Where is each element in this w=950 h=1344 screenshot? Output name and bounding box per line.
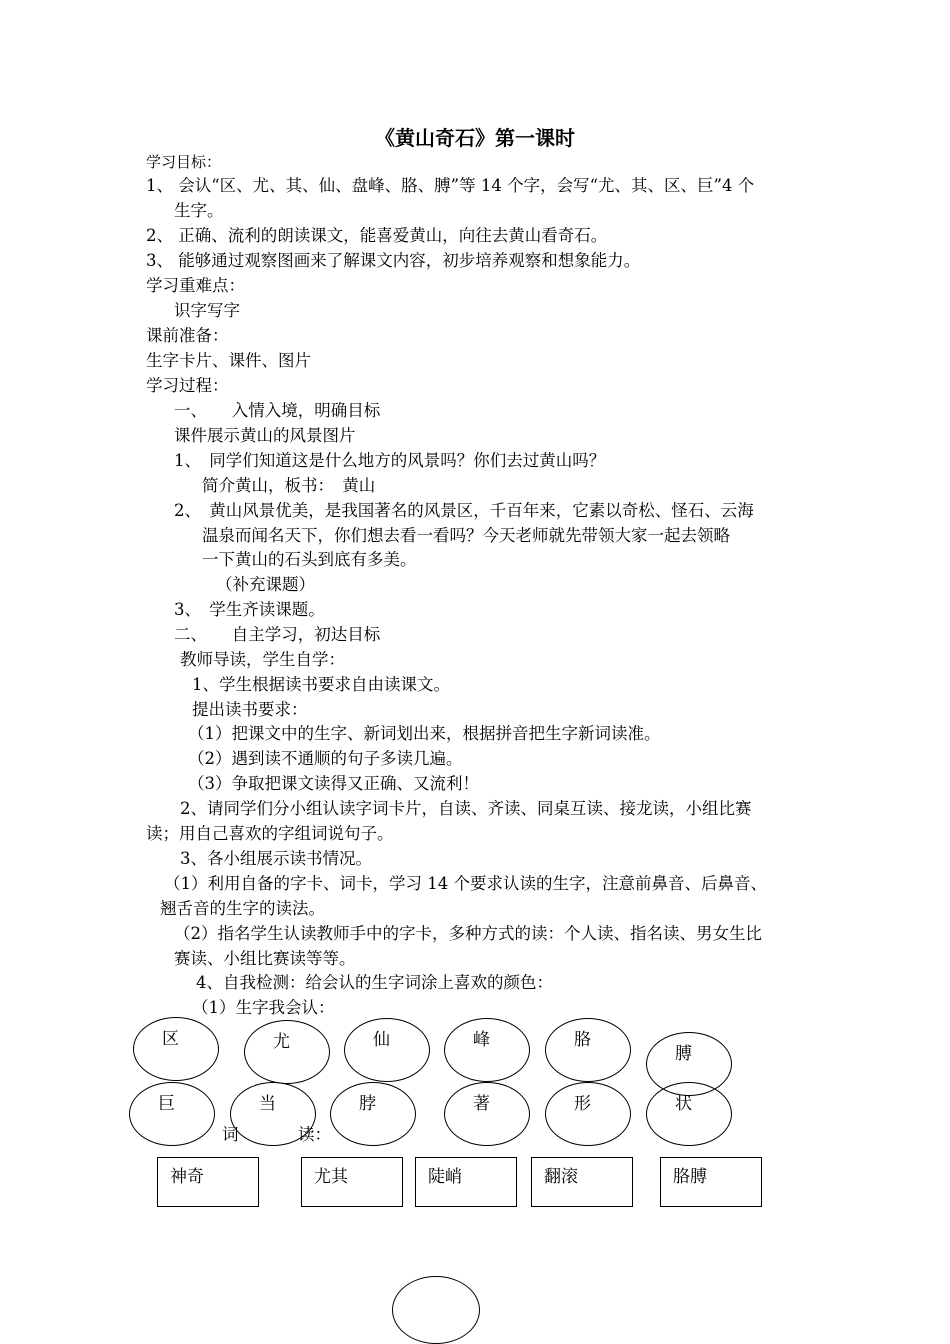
section-1-q2-note: （补充课题） xyxy=(216,575,315,594)
character-label: 膊 xyxy=(675,1044,692,1064)
section-2-step-3-item-2-cont: 赛读、小组比赛读等等。 xyxy=(174,949,356,968)
word-label: 尤其 xyxy=(314,1167,348,1187)
section-2-intro: 教师导读，学生自学： xyxy=(180,650,345,669)
empty-oval[interactable] xyxy=(392,1276,480,1344)
word-label: 神奇 xyxy=(170,1167,204,1187)
character-label: 峰 xyxy=(473,1030,490,1050)
word-box[interactable] xyxy=(301,1157,403,1207)
reading-requirement-1: （1）把课文中的生字、新词划出来，根据拼音把生字新词读准。 xyxy=(188,724,661,743)
word-label: 陡峭 xyxy=(428,1167,462,1187)
character-label: 仙 xyxy=(373,1030,390,1050)
obscured-text-fragment: 读： xyxy=(298,1125,331,1144)
section-1-intro: 课件展示黄山的风景图片 xyxy=(174,426,356,445)
section-2-step-1: 1、学生根据读书要求自由读课文。 xyxy=(192,675,450,694)
character-oval[interactable] xyxy=(444,1082,530,1146)
section-1-q1-note: 简介黄山，板书： 黄山 xyxy=(202,476,376,495)
section-2-heading: 二、 自主学习，初达目标 xyxy=(174,625,381,644)
section-2-step-2: 2、请同学们分小组认读字词卡片，自读、齐读、同桌互读、接龙读，小组比赛 xyxy=(180,799,752,818)
character-label: 区 xyxy=(162,1029,179,1049)
section-1-heading: 一、 入情入境，明确目标 xyxy=(174,401,381,420)
preparation-body: 生字卡片、课件、图片 xyxy=(146,351,311,370)
character-oval[interactable] xyxy=(545,1082,631,1146)
section-2-step-4: 4、自我检测：给会认的生字词涂上喜欢的颜色： xyxy=(196,973,553,992)
character-oval[interactable] xyxy=(444,1018,530,1082)
word-label: 胳膊 xyxy=(673,1167,707,1187)
reading-requirement-2: （2）遇到读不通顺的句子多读几遍。 xyxy=(188,749,463,768)
character-label: 脖 xyxy=(359,1094,376,1114)
section-1-q2-cont: 温泉而闻名天下，你们想去看一看吗？今天老师就先带领大家一起去领略 xyxy=(202,526,730,545)
character-oval[interactable] xyxy=(129,1082,215,1146)
character-oval[interactable] xyxy=(646,1082,732,1146)
section-1-q2-cont2: 一下黄山的石头到底有多美。 xyxy=(202,550,417,569)
goal-3: 3、 能够通过观察图画来了解课文内容，初步培养观察和想象能力。 xyxy=(146,251,641,270)
word-box[interactable] xyxy=(531,1157,633,1207)
section-2-step-2-cont: 读；用自己喜欢的字组词说句子。 xyxy=(146,824,394,843)
section-1-q2: 2、 黄山风景优美，是我国著名的风景区，千百年来，它素以奇松、怪石、云海 xyxy=(174,501,754,520)
character-label: 尤 xyxy=(273,1032,290,1052)
character-label: 状 xyxy=(675,1094,692,1114)
section-2-step-3-item-1: （1）利用自备的字卡、词卡，学习 14 个要求认读的生字，注意前鼻音、后鼻音、 xyxy=(164,874,767,893)
character-label: 胳 xyxy=(574,1030,591,1050)
process-heading: 学习过程： xyxy=(146,376,229,395)
word-box[interactable] xyxy=(415,1157,517,1207)
section-2-step-3: 3、各小组展示读书情况。 xyxy=(180,849,372,868)
character-label: 形 xyxy=(574,1094,591,1114)
section-2-step-3-item-1-cont: 翘舌音的生字的读法。 xyxy=(160,899,325,918)
section-2-step-4-item-1: （1）生字我会认： xyxy=(192,998,335,1017)
preparation-heading: 课前准备： xyxy=(146,326,229,345)
word-box[interactable] xyxy=(660,1157,762,1207)
goal-2: 2、 正确、流利的朗读课文，能喜爱黄山，向往去黄山看奇石。 xyxy=(146,226,608,245)
character-label: 著 xyxy=(473,1094,490,1114)
section-1-q1: 1、 同学们知道这是什么地方的风景吗？你们去过黄山吗？ xyxy=(174,451,606,470)
section-2-step-1-note: 提出读书要求： xyxy=(192,700,308,719)
character-oval[interactable] xyxy=(330,1082,416,1146)
word-box[interactable] xyxy=(157,1157,259,1207)
goals-heading: 学习目标： xyxy=(146,153,222,171)
page-title: 《黄山奇石》第一课时 xyxy=(375,126,575,150)
goal-1-cont: 生字。 xyxy=(174,201,224,220)
obscured-text-fragment: 词 xyxy=(222,1125,239,1144)
reading-requirement-3: （3）争取把课文读得又正确、又流利！ xyxy=(188,774,479,793)
character-oval[interactable] xyxy=(545,1018,631,1082)
character-oval[interactable] xyxy=(344,1018,430,1082)
key-points-body: 识字写字 xyxy=(174,301,240,320)
section-1-q3: 3、 学生齐读课题。 xyxy=(174,600,325,619)
key-points-heading: 学习重难点： xyxy=(146,276,245,295)
character-label: 当 xyxy=(259,1094,276,1114)
word-label: 翻滚 xyxy=(544,1167,578,1187)
character-label: 巨 xyxy=(158,1094,175,1114)
goal-1: 1、 会认“区、尤、其、仙、盘峰、胳、膊”等 14 个字，会写“尤、其、区、巨”4 个 xyxy=(146,176,755,195)
section-2-step-3-item-2: （2）指名学生认读教师手中的字卡，多种方式的读：个人读、指名读、男女生比 xyxy=(174,924,762,943)
character-oval[interactable] xyxy=(244,1020,330,1084)
character-oval[interactable] xyxy=(133,1017,219,1081)
character-oval[interactable] xyxy=(230,1082,316,1146)
